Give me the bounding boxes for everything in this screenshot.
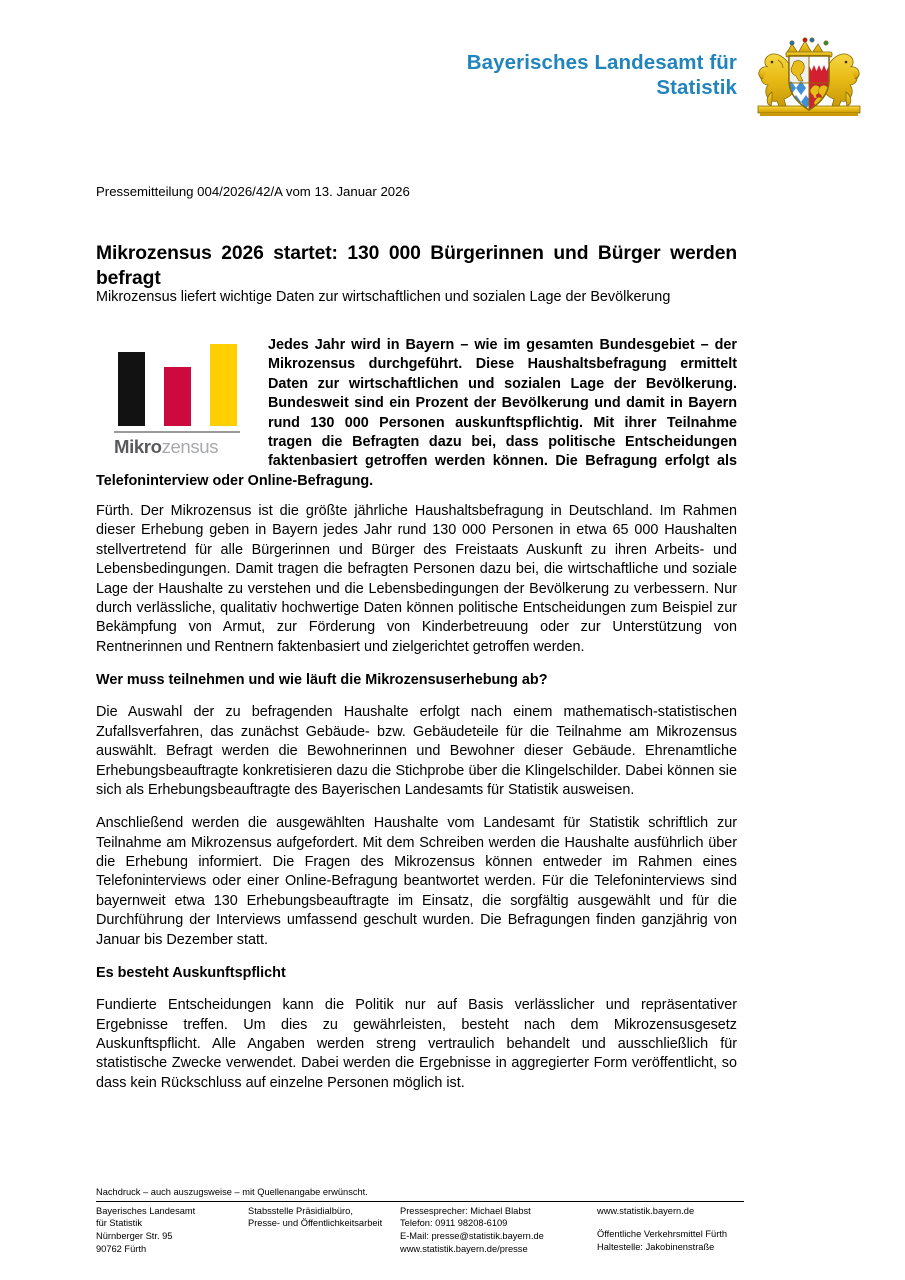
logo-bar-red: [164, 367, 191, 426]
logo-wordmark: [114, 436, 254, 458]
organization-name-line1: Bayerisches Landesamt für: [466, 51, 737, 74]
footer-email[interactable]: E-Mail: presse@statistik.bayern.de: [400, 1231, 544, 1242]
lead-block: [96, 336, 737, 491]
footer-column-address: [96, 1205, 248, 1256]
footer-column-contact: [400, 1205, 597, 1256]
paragraph-confidentiality: Fundierte Entscheidungen kann die Politik nur auf Basis verlässlicher und repräsentativer Ergebnisse treffen. Um dies zu gewährleisten, besteht nach dem Mikrozensusgesetz Auskunftspflicht. Alle Angaben werden streng vertraulich behandelt und ausschließlich für statistische Zwecke verwendet. Dabei werden die Ergebnisse in aggregierter Form veröffentlicht, so dass kein Rückschluss auf einzelne Personen möglich ist.: [96, 997, 737, 1091]
lead-paragraph: Jedes Jahr wird in Bayern – wie im gesamten Bundesgebiet – der Mikrozensus durchgeführt. Diese Haushaltsbefragung ermittelt Daten zur wirtschaftlichen und sozialen Lage der Bevölkerung. Bundesweit sind ein Prozent der Bevölkerung und damit in Bayern rund 130 000 Personen auskunftspflichtig. Mit ihrer Teilnahme tragen die Befragten dazu bei, dass politische Entscheidungen faktenbasiert getroffen werden können. Die Befragung erfolgt als Telefoninterview oder Online-Befragung.: [96, 337, 737, 489]
paragraph-notification: Anschließend werden die ausgewählten Haushalte vom Landesamt für Statistik schriftlich zur Teilnahme am Mikrozensus aufgefordert. Mit dem Schreiben werden die Haushalte ausführlich über die Erhebung informiert. Die Fragen des Mikrozensus können entweder im Rahmen eines Telefoninterviews oder einer Online-Befragung beantwortet werden. Für die Telefoninterviews sind bayernweit etwa 130 Erhebungsbeauftragte im Einsatz, die sorgfältig ausgewählt und für die Durchführung der Interviews umfassend geschult wurden. Die Befragungen finden ganzjährig von Januar bis Dezember statt.: [96, 815, 737, 948]
logo-divider: [114, 431, 240, 433]
footer-press-officer: Pressesprecher: Michael Blabst: [400, 1205, 531, 1216]
footer-department-line-2: Presse- und Öffentlichkeitsarbeit: [248, 1218, 383, 1229]
section-heading-obligation: Es besteht Auskunftspflicht: [96, 964, 286, 981]
footer-transit-line-2: Haltestelle: Jakobinenstraße: [597, 1242, 715, 1253]
footer-column-web-transit: [597, 1205, 744, 1256]
footer-columns: [96, 1202, 744, 1256]
masthead: [0, 0, 905, 140]
paragraph-intro: Fürth. Der Mikrozensus ist die größte jährliche Haushaltsbefragung in Deutschland. Im Rahmen dieser Erhebung geben in Bayern jedes Jahr rund 130 000 Personen in etwa 65 000 Haushalten stellvertretend für alle Bürgerinnen und Bürger des Freistaats Auskunft zu ihren Arbeits- und Lebensbedingungen. Damit tragen die befragten Personen dazu bei, die wirtschaftliche und soziale Lage der Haushalte zu verstehen und die Lebensbedingungen der Bevölkerung zu verbessern. Nur durch verlässliche, qualitativ hochwertige Daten können politische Entscheidungen zum Beispiel zur Bekämpfung von Armut, zur Förderung von Kinderbetreuung oder zur Unterstützung von Rentnerinnen und Rentnern faktenbasiert und zielgerichtet getroffen werden.: [96, 503, 737, 655]
reprint-note: Nachdruck – auch auszugsweise – mit Quellenangabe erwünscht.: [96, 1187, 368, 1197]
logo-wordmark-part2: zensus: [161, 436, 219, 457]
mikrozensus-bars-icon: [116, 340, 238, 426]
press-release-reference: Pressemitteilung 004/2026/42/A vom 13. Januar 2026: [96, 184, 410, 199]
logo-bar-gold: [210, 344, 237, 426]
logo-wordmark-part1: Mikro: [114, 436, 162, 457]
footer-department-line-1: Stabsstelle Präsidialbüro,: [248, 1205, 353, 1216]
page-title: Mikrozensus 2026 startet: 130 000 Bürgerinnen und Bürger werden befragt: [96, 242, 737, 290]
footer-address-line-1: Bayerisches Landesamt: [96, 1205, 196, 1216]
page-footer: [96, 1186, 744, 1256]
mikrozensus-logo: [114, 340, 254, 462]
footer-website-url[interactable]: www.statistik.bayern.de: [597, 1205, 695, 1216]
organization-name-line2: Statistik: [656, 76, 737, 99]
footer-press-url[interactable]: www.statistik.bayern.de/presse: [400, 1244, 528, 1255]
footer-address-line-3: Nürnberger Str. 95: [96, 1231, 173, 1242]
footer-spacer: [597, 1217, 744, 1228]
footer-address-line-4: 90762 Fürth: [96, 1244, 147, 1255]
article-flow: [96, 502, 737, 1111]
organization-name: [307, 50, 737, 100]
logo-bar-black: [118, 352, 145, 426]
paragraph-selection: Die Auswahl der zu befragenden Haushalte erfolgt nach einem mathematisch-statistischen Zufallsverfahren, das zunächst Gebäude- bzw. Gebäudeteile für die Teilnahme am Mikrozensus auswählt. Befragt werden die Bewohnerinnen und Bewohner dieser Gebäude. Ehrenamtliche Erhebungsbeauftragte konkretisieren dazu die Stichprobe über die Klingelschilder. Dabei können sie sich als Erhebungsbeauftragte des Bayerischen Landesamts für Statistik ausweisen.: [96, 704, 737, 798]
footer-transit-line-1: Öffentliche Verkehrsmittel Fürth: [597, 1229, 728, 1240]
section-heading-participation: Wer muss teilnehmen und wie läuft die Mikrozensuserhebung ab?: [96, 672, 548, 688]
bavarian-coat-of-arms-icon: [750, 26, 868, 122]
footer-phone: Telefon: 0911 98208-6109: [400, 1218, 508, 1229]
footer-column-department: [248, 1205, 400, 1256]
footer-address-line-2: für Statistik: [96, 1218, 142, 1229]
subtitle: Mikrozensus liefert wichtige Daten zur wirtschaftlichen und sozialen Lage der Bevölkerung: [96, 289, 671, 305]
